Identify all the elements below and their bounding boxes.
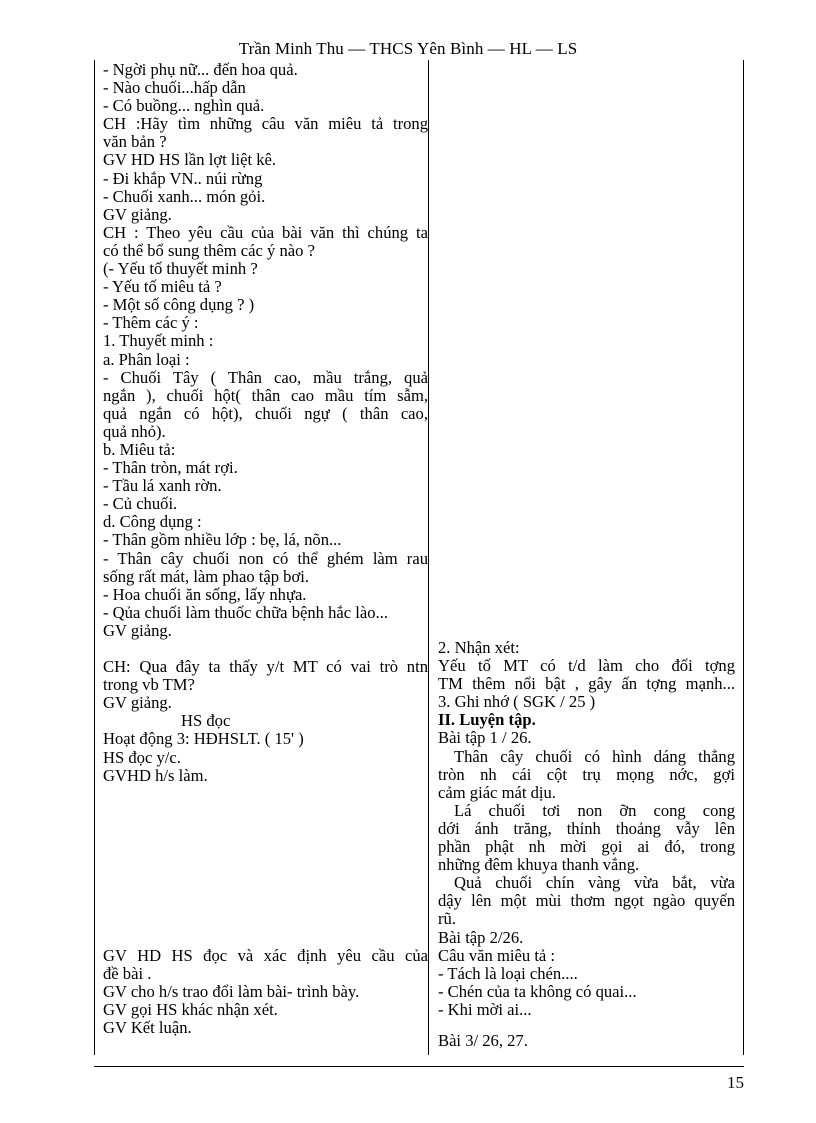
text-line: Thân cây chuối có hình dáng thẳng <box>454 746 735 766</box>
text-line: - Thân cây chuối non có thể ghém làm rau <box>103 548 428 568</box>
text-line: HS đọc y/c. <box>103 747 181 767</box>
text-line: cảm giác mát dịu. <box>438 782 556 802</box>
left-column <box>103 61 428 1037</box>
text-line: - Qủa chuối làm thuốc chữa bệnh hắc lào... <box>103 602 388 622</box>
text-line: quả nhỏ). <box>103 421 166 441</box>
text-line: GV giảng. <box>103 620 172 640</box>
text-line: GV giảng. <box>103 693 172 713</box>
page-header: Trần Minh Thu — THCS Yên Bình — HL — LS <box>238 39 578 58</box>
text-line: - Chuối xanh... món gỏi. <box>103 186 266 206</box>
table-left-border <box>94 60 95 1055</box>
text-line: - Củ chuối. <box>103 494 178 514</box>
text-line: Câu văn miêu tả : <box>438 945 556 965</box>
text-line: HS đọc <box>181 711 231 731</box>
text-line: ngắn ), chuối hột( thân cao mầu tím sẫm, <box>103 385 428 405</box>
text-line: TM thêm nổi bật , gây ấn tợng mạnh... <box>438 674 735 694</box>
text-line: GV cho h/s trao đổi làm bài- trình bày. <box>103 981 360 1001</box>
text-line: Quả chuối chín vàng vừa bắt, vừa <box>454 873 735 893</box>
table-column-divider <box>428 60 429 1055</box>
text-line: 3. Ghi nhớ ( SGK / 25 ) <box>438 692 596 712</box>
text-line: - Yếu tố miêu tả ? <box>103 277 222 297</box>
right-column <box>438 639 735 1050</box>
text-line: có thể bổ sung thêm các ý nào ? <box>103 240 315 260</box>
text-line: Lá chuối tơi non ỡn cong cong <box>454 800 735 820</box>
text-line: tròn nh cái cột trụ mọng nớc, gợi <box>438 764 735 784</box>
text-line: CH : Theo yêu cầu của bài văn thì chúng ta <box>103 222 428 242</box>
text-line: - Khi mời ai... <box>438 999 532 1019</box>
text-line: Yếu tố MT có t/d làm cho đối tợng <box>438 656 735 676</box>
text-line: sống rất mát, làm phao tập bơi. <box>103 566 310 586</box>
text-line: GV giảng. <box>103 204 172 224</box>
text-line: GV Kết luận. <box>103 1018 192 1038</box>
text-line: phần phật nh mời gọi ai đó, trong <box>438 837 735 857</box>
text-line: - Hoa chuối ăn sống, lấy nhựa. <box>103 584 307 604</box>
text-line: 1. Thuyết minh : <box>103 331 214 351</box>
text-line: Hoạt động 3: HĐHSLT. ( 15' ) <box>103 729 304 749</box>
text-line: GV gọi HS khác nhận xét. <box>103 1000 278 1020</box>
text-line: - Thân gồm nhiều lớp : bẹ, lá, nõn... <box>103 530 342 550</box>
text-line: 2. Nhận xét: <box>438 638 520 657</box>
text-line: d. Công dụng : <box>103 512 202 532</box>
text-line: - Tầu lá xanh rờn. <box>103 476 222 496</box>
text-line: - Thêm các ý : <box>103 313 199 333</box>
text-line: trong vb TM? <box>103 675 195 695</box>
text-line: quả ngắn có hột), chuối ngự ( thân cao, <box>103 403 428 423</box>
text-line: - Thân tròn, mát rợi. <box>103 458 238 478</box>
text-line: - Đi khắp VN.. núi rừng <box>103 168 263 188</box>
page-number: 15 <box>727 1073 744 1092</box>
text-line: dới ánh trăng, thỉnh thoảng vẫy lên <box>438 818 735 838</box>
lesson-table <box>94 60 744 1055</box>
text-line: đề bài . <box>103 963 152 983</box>
text-line: GV HD HS lần lợt liệt kê. <box>103 150 277 170</box>
text-line: - Chuối Tây ( Thân cao, mầu trắng, quả <box>103 367 428 387</box>
spacer <box>103 785 428 947</box>
text-line: CH :Hãy tìm những câu văn miêu tả trong <box>103 114 428 134</box>
text-line: những đêm khuya thanh vắng. <box>438 855 640 875</box>
text-line: - Ngời phụ nữ... đến hoa quả. <box>103 60 298 79</box>
text-line: Bài tập 1 / 26. <box>438 728 532 748</box>
text-line: - Tách là loại chén.... <box>438 963 578 983</box>
section-heading: II. Luyện tập. <box>438 710 536 730</box>
table-right-border <box>743 60 744 1055</box>
text-line: Bài tập 2/26. <box>438 927 524 947</box>
text-line: rũ. <box>438 909 456 929</box>
text-line: - Chén của ta không có quai... <box>438 981 637 1001</box>
spacer <box>103 640 428 658</box>
text-line: b. Miêu tả: <box>103 439 176 459</box>
text-line: - Nào chuối...hấp dẫn <box>103 78 246 98</box>
text-line: văn bản ? <box>103 132 167 152</box>
text-line: a. Phân loại : <box>103 349 190 369</box>
text-line: GVHD h/s làm. <box>103 765 208 785</box>
text-line: (- Yếu tố thuyết minh ? <box>103 259 258 279</box>
text-line: CH: Qua đây ta thấy y/t MT có vai trò ntn <box>103 657 428 677</box>
footer-rule <box>94 1066 744 1067</box>
text-line: GV HD HS đọc và xác định yêu cầu của <box>103 945 428 965</box>
text-line: - Một số công dụng ? ) <box>103 295 255 315</box>
text-line: Bài 3/ 26, 27. <box>438 1030 528 1050</box>
text-line: - Có buồng... nghìn quả. <box>103 96 265 116</box>
text-line: dậy lên một mùi thơm ngọt ngào quyến <box>438 891 735 911</box>
